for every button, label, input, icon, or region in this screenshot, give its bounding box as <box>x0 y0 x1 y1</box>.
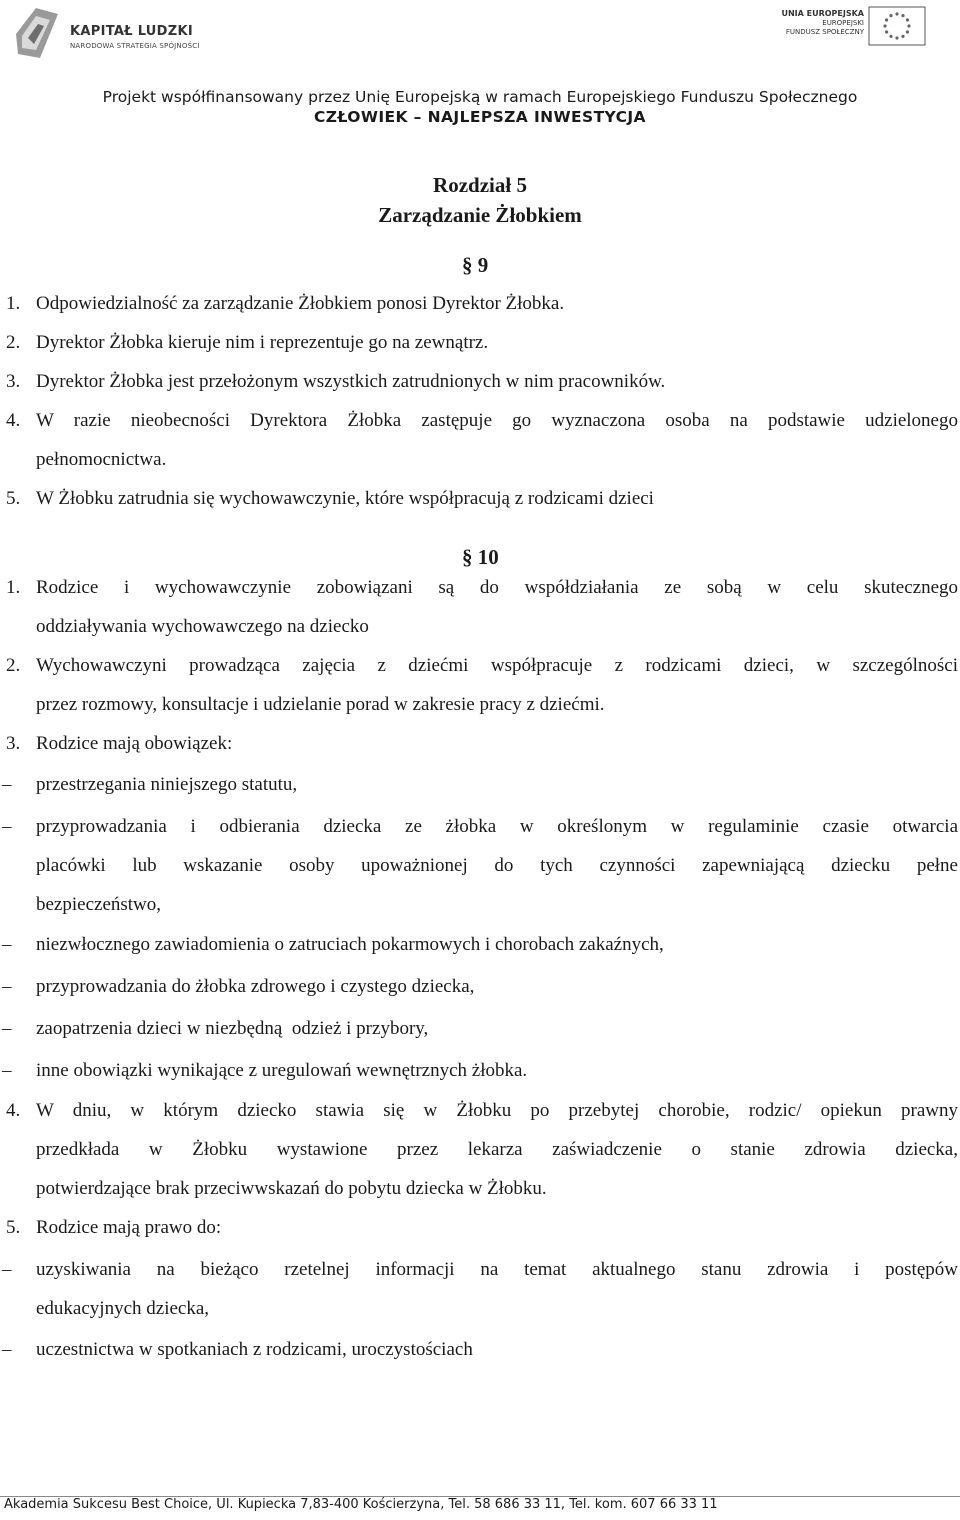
chapter-subtitle: Zarządzanie Żłobkiem <box>378 203 582 227</box>
dash-bullet: – <box>2 1259 12 1280</box>
item-number: 2. <box>6 332 21 353</box>
dash-bullet: – <box>2 816 12 837</box>
item-number: 3. <box>6 733 21 754</box>
item-text: W razie nieobecności Dyrektora Żłobka zastępuje go wyznaczona osoba na podstawie udzielonego <box>36 410 958 431</box>
item-number: 1. <box>6 577 21 598</box>
item-text: przez rozmowy, konsultacje i udzielanie porad w zakresie pracy z dziećmi. <box>36 694 605 715</box>
item-number: 1. <box>6 293 21 314</box>
project-slogan: CZŁOWIEK – NAJLEPSZA INWESTYCJA <box>314 108 646 126</box>
dash-bullet: – <box>2 1060 12 1081</box>
logo-left-subtitle: NARODOWA STRATEGIA SPÓJNOŚCI <box>70 42 200 50</box>
item-text: przestrzegania niniejszego statutu, <box>36 774 298 795</box>
item-text: oddziaływania wychowawczego na dziecko <box>36 616 369 637</box>
project-funding-line: Projekt współfinansowany przez Unię Europejską w ramach Europejskiego Funduszu Społecznego <box>102 88 858 106</box>
item-text: Rodzice mają obowiązek: <box>36 733 233 754</box>
item-number: 5. <box>6 1217 21 1238</box>
item-text: Rodzice i wychowawczynie zobowiązani są do współdziałania ze sobą w celu skutecznego <box>36 577 958 598</box>
dash-bullet: – <box>2 1339 12 1360</box>
eu-logo-line1: UNIA EUROPEJSKA <box>781 9 864 18</box>
item-text: potwierdzające brak przeciwwskazań do pobytu dziecka w Żłobku. <box>36 1178 547 1199</box>
item-text: bezpieczeństwo, <box>36 894 162 915</box>
item-number: 4. <box>6 1100 21 1121</box>
item-text: placówki lub wskazanie osoby upoważnionej do tych czynności zapewniającą dziecku pełne <box>36 855 958 876</box>
item-number: 3. <box>6 371 21 392</box>
eu-logo <box>776 4 926 46</box>
item-text: uzyskiwania na bieżąco rzetelnej informacji na temat aktualnego stanu zdrowia i postępów <box>36 1259 958 1280</box>
item-text: Rodzice mają prawo do: <box>36 1217 222 1238</box>
item-text: W dniu, w którym dziecko stawia się w Żłobku po przebytej chorobie, rodzic/ opiekun prawny <box>36 1100 958 1121</box>
item-number: 4. <box>6 410 21 431</box>
logo-left-title: KAPITAŁ LUDZKI <box>70 24 193 39</box>
item-text: pełnomocnictwa. <box>36 449 167 470</box>
eu-logo-line3: FUNDUSZ SPOŁECZNY <box>785 28 864 36</box>
section-9-heading: § 9 <box>462 253 489 277</box>
item-text: przyprowadzania do żłobka zdrowego i czystego dziecka, <box>36 976 475 997</box>
dash-bullet: – <box>2 774 12 795</box>
item-text: uczestnictwa w spotkaniach z rodzicami, uroczystościach <box>36 1339 473 1360</box>
item-text: niezwłocznego zawiadomienia o zatruciach pokarmowych i chorobach zakaźnych, <box>36 934 664 955</box>
item-text: zaopatrzenia dzieci w niezbędną odzież i przybory, <box>36 1018 429 1039</box>
item-text: Wychowawczyni prowadząca zajęcia z dziećmi współpracuje z rodzicami dzieci, w szczególności <box>36 655 958 676</box>
item-text: edukacyjnych dziecka, <box>36 1298 210 1319</box>
eu-logo-line2: EUROPEJSKI <box>822 19 864 27</box>
kapital-ludzki-logo <box>14 4 214 62</box>
item-text: Odpowiedzialność za zarządzanie Żłobkiem ponosi Dyrektor Żłobka. <box>36 293 565 314</box>
section-10-heading: § 10 <box>462 545 499 569</box>
dash-bullet: – <box>2 976 12 997</box>
item-text: Dyrektor Żłobka jest przełożonym wszystkich zatrudnionych w nim pracowników. <box>36 371 666 392</box>
item-text: przedkłada w Żłobku wystawione przez lekarza zaświadczenie o stanie zdrowia dziecka, <box>36 1139 958 1160</box>
eu-flag-icon <box>868 6 926 46</box>
item-text: przyprowadzania i odbierania dziecka ze żłobka w określonym w regulaminie czasie otwarcia <box>36 816 958 837</box>
kapital-ludzki-flag-icon <box>14 4 60 60</box>
dash-bullet: – <box>2 1018 12 1039</box>
item-text: inne obowiązki wynikające z uregulowań wewnętrznych żłobka. <box>36 1060 528 1081</box>
item-number: 5. <box>6 488 21 509</box>
item-text: W Żłobku zatrudnia się wychowawczynie, które współpracują z rodzicami dzieci <box>36 488 654 509</box>
dash-bullet: – <box>2 934 12 955</box>
item-number: 2. <box>6 655 21 676</box>
footer-address: Akademia Sukcesu Best Choice, Ul. Kupiecka 7,83-400 Kościerzyna, Tel. 58 686 33 11, Tel. kom. 607 66 33 11 <box>4 1497 718 1512</box>
chapter-title: Rozdział 5 <box>433 173 527 197</box>
item-text: Dyrektor Żłobka kieruje nim i reprezentuje go na zewnątrz. <box>36 332 489 353</box>
